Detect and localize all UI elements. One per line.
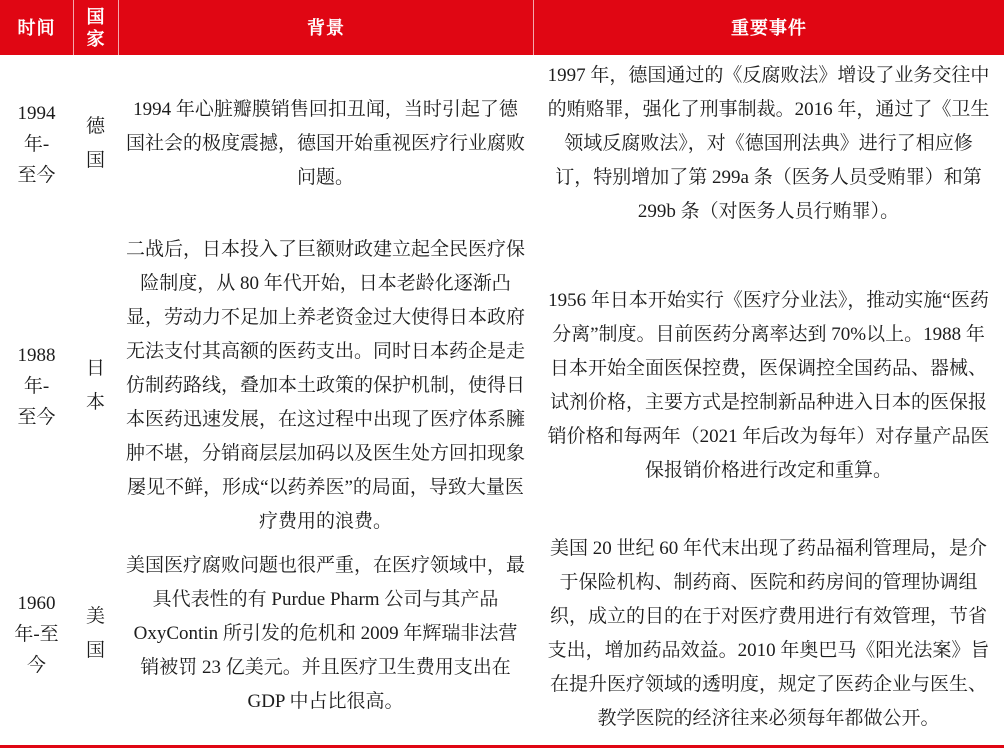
time-cell bbox=[0, 98, 73, 191]
header-cell-country bbox=[73, 0, 118, 55]
time-line: 至今 bbox=[17, 406, 56, 428]
header-country-label: 国家 bbox=[86, 6, 106, 49]
header-events-label: 重要事件 bbox=[731, 17, 807, 38]
country-char: 美 bbox=[85, 606, 105, 627]
table-row-japan bbox=[0, 233, 1004, 532]
country-char: 德 bbox=[85, 116, 105, 137]
time-line: 1988 bbox=[17, 344, 56, 366]
time-line: 年- bbox=[23, 375, 50, 397]
table-row-germany bbox=[0, 55, 1004, 233]
events-cell: 1997 年，德国通过的《反腐败法》增设了业务交往中的贿赂罪，强化了刑事制裁。2016 年，通过了《卫生领域反腐败法》，对《德国刑法典》进行了相应修订，特别增加了第 299a 条（医务人员受贿罪）和第 299b 条（对医务人员行贿罪）。 bbox=[547, 65, 990, 222]
time-cell bbox=[0, 340, 73, 433]
events-cell: 1956 年日本开始实行《医疗分业法》，推动实施“医药分离”制度。目前医药分离率达到 70%以上。1988 年日本开始全面医保控费，医保调控全国药品、器械、试剂价格，主要方式是控制新品种进入日本的医保报销价格和每两年（2021 年后改为每年）对存量产品医保报销价格进行改定和重算。 bbox=[547, 290, 990, 481]
background-cell: 二战后，日本投入了巨额财政建立起全民医疗保险制度，从 80 年代开始，日本老龄化逐渐凸显，劳动力不足加上养老资金过大使得日本政府无法支付其高额的医药支出。同时日本药企是走仿制药路线，叠加本土政策的保护机制，使得日本医药迅速发展，在这过程中出现了医疗体系臃肿不堪，分销商层层加码以及医生处方回扣现象屡见不鲜，形成“以药养医”的局面，导致大量医疗费用的浪费。 bbox=[125, 239, 525, 532]
country-char: 国 bbox=[85, 640, 105, 661]
country-cell bbox=[73, 352, 118, 420]
country-char: 日 bbox=[85, 358, 105, 379]
time-line: 今 bbox=[26, 654, 46, 676]
table-row-usa bbox=[0, 523, 1004, 745]
background-cell: 1994 年心脏瓣膜销售回扣丑闻，当时引起了德国社会的极度震撼，德国开始重视医疗行业腐败问题。 bbox=[125, 99, 525, 188]
header-cell-background bbox=[118, 0, 533, 55]
table-header-row bbox=[0, 0, 1004, 55]
time-line: 1994 bbox=[17, 102, 56, 124]
header-cell-events bbox=[533, 0, 1004, 55]
time-line: 至今 bbox=[17, 164, 56, 186]
country-char: 国 bbox=[85, 150, 105, 171]
events-cell: 美国 20 世纪 60 年代末出现了药品福利管理局，是介于保险机构、制药商、医院和药房间的管理协调组织，成立的目的在于对医疗费用进行有效管理，节省支出，增加药品效益。2010 年奥巴马《阳光法案》旨在提升医疗领域的透明度，规定了医药企业与医生、教学医院的经济往来必须每年都做公开。 bbox=[547, 538, 990, 729]
header-time-label: 时间 bbox=[17, 17, 56, 38]
time-line: 年- bbox=[23, 133, 50, 155]
country-char: 本 bbox=[85, 392, 105, 413]
time-line: 1960 bbox=[17, 592, 56, 614]
time-cell bbox=[0, 588, 73, 681]
time-line: 年-至 bbox=[14, 623, 59, 645]
header-background-label: 背景 bbox=[307, 17, 345, 38]
country-cell bbox=[73, 600, 118, 668]
background-cell: 美国医疗腐败问题也很严重，在医疗领域中，最具代表性的有 Purdue Pharm 公司与其产品 OxyContin 所引发的危机和 2009 年辉瑞非法营销被罚 23 亿美元。并且医疗卫生费用支出在 GDP 中占比很高。 bbox=[125, 555, 525, 712]
header-cell-time bbox=[0, 0, 73, 55]
country-cell bbox=[73, 110, 118, 178]
